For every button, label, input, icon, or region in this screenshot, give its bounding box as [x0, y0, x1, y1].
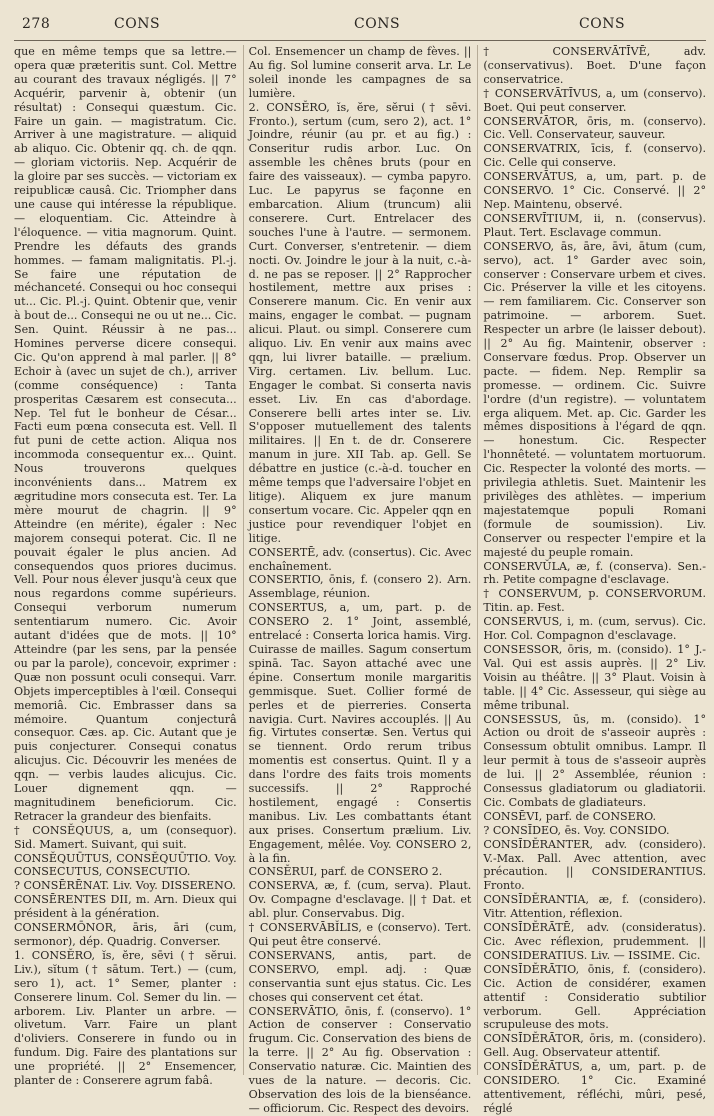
dictionary-entry: CONSERVĪTIUM, ii, n. (conservus). Plaut. Tert. Esclavage commun. [483, 211, 707, 239]
dictionary-entry: que en même temps que sa lettre.— opera quæ præteritis sunt. Col. Mettre au courant des travaux négligés. || 7° Acquérir, parvenir à, obtenir (un résultat) : Consequi quæstum. Cic. Faire un gain. — magistratum. Cic. Arriver à une magistrature. — aliquid ab aliquo. Cic. Obtenir qq. ch. de qqn. — gloriam victoriis. Nep. Acquérir de la gloire par ses succès. — victoriam ex reipublicæ causâ. Cic. Triompher dans une cause qui intéresse la république. — eloquentiam. Cic. Atteindre à l'éloquence. — vitia magnorum. Quint. Prendre les défauts des grands hommes. — famam malignitatis. Pl.-j. Se faire une réputation de méchanceté. Consequi ou hoc consequi ut... Cic. Pl.-j. Quint. Obtenir que, venir à bout de... Consequi ne ou ut ne... Cic. Sen. Quint. Réussir à ne pas... Homines perverse dicere consequi. Cic. Qu'on apprend à mal parler. || 8° Echoir à (avec un sujet de ch.), arriver (comme conséquence) : Tanta prosperitas Cæsarem est consecuta... Nep. Tel fut le bonheur de César... Facti eum pœna consecuta est. Vell. Il fut puni de cette action. Aliqua nos incommoda consequentur ex... Quint. Nous trouverons quelques inconvénients dans... Matrem ex ægritudine mors consecuta est. Ter. La mère mourut de chagrin. || 9° Atteindre (en mérite), égaler : Nec majorem consequi poterat. Cic. Il ne pouvait égaler le plus ancien. Ad consequendos quos priores ducimus. Vell. Pour nous élever jusqu'à ceux que nous regardons comme supérieurs. Consequi verborum numerum sententiarum numero. Cic. Avoir autant d'idées que de mots. || 10° Atteindre (par les sens, par la pensée ou par la parole), concevoir, exprimer : Quæ non possunt oculi consequi. Varr. Objets imperceptibles à l'œil. Consequi memoriâ. Cic. Embrasser dans sa mémoire. Quantum conjecturâ consequor. Cæs. ap. Cic. Autant que je puis conjecturer. Consequi conatus alicujus. Cic. Découvrir les menées de qqn. — verbis laudes alicujus. Cic. Louer dignement qqn. — magnitudinem beneficiorum. Cic. Retracer la grandeur des bienfaits. [14, 45, 237, 823]
header-guide-word-right: CONS [579, 16, 626, 32]
dictionary-entry: CONSERVĀTIO, ōnis, f. (conservo). 1° Action de conserver : Conservatio frugum. Cic. Conservation des biens de la terre. || 2° Au fig. Observation : Conservatio naturæ. Cic. Maintien des vues de la nature. — decoris. Cic. Observation des lois de la bienséance. — officiorum. Cic. Respect des devoirs. [248, 1004, 472, 1115]
column-middle [243, 45, 472, 1115]
dictionary-entry: † CONSERVĀTĪVUS, a, um (conservo). Boet. Qui peut conserver. [483, 86, 707, 114]
dictionary-entry: CONSERVANS, antis, part. de CONSERVO, empl. adj. : Quæ conservantia sunt ejus status. Cic. Les choses qui conservent cet état. [248, 948, 472, 1004]
dictionary-entry: CONSERVO, ās, āre, āvi, ātum (cum, servo), act. 1° Garder avec soin, conserver : Conservare urbem et cives. Cic. Préserver la ville et les citoyens. — rem familiarem. Cic. Conserver son patrimoine. — arborem. Suet. Respecter un arbre (le laisser debout). || 2° Au fig. Maintenir, observer : Conservare fœdus. Prop. Observer un pacte. — fidem. Nep. Remplir sa promesse. — ordinem. Cic. Suivre l'ordre (d'un registre). — voluntatem erga aliquem. Met. ap. Cic. Garder les mêmes dispositions à l'égard de qqn. — honestum. Cic. Respecter l'honnêteté. — voluntatem mortuorum. Cic. Respecter la volonté des morts. — privilegia athletis. Suet. Maintenir les privilèges des athlètes. — imperium majestatemque populi Romani (formule de soumission). Liv. Conserver ou respecter l'empire et la majesté du peuple romain. [483, 239, 707, 559]
column-left [14, 45, 237, 1088]
dictionary-entry: ? CONSĪDEO, ēs. Voy. CONSIDO. [483, 823, 670, 837]
dictionary-entry: CONSERTIO, ōnis, f. (consero 2). Arn. Assemblage, réunion. [248, 573, 472, 601]
dictionary-entry: CONSESSOR, ōris, m. (consido). 1° J.-Val. Qui est assis auprès. || 2° Liv. Voisin au théâtre. || 3° Plaut. Voisin à table. || 4° Cic. Assesseur, qui siège au même tribunal. [483, 642, 707, 712]
header-rule [14, 40, 706, 41]
dictionary-entry: CONSERMŌNOR, āris, āri (cum, sermonor), dép. Quadrig. Converser. [14, 921, 237, 948]
dictionary-entry: CONSESSUS, ūs, m. (consido). 1° Action ou droit de s'asseoir auprès : Consessum obtulit omnibus. Lampr. Il leur permit à tous de s'asseoir auprès de lui. || 2° Assemblée, réunion : Consessus gladiatorum ou gladiatorii. Cic. Combats de gladiateurs. [483, 712, 707, 809]
dictionary-entry: CONSĪDĔRĀTĒ, adv. (consideratus). Cic. Avec réflexion, prudemment. || CONSIDERATIUS. Liv. — ISSIME. Cic. [483, 921, 707, 962]
dictionary-entry: CONSERVATRIX, īcis, f. (conservo). Cic. Celle qui conserve. [483, 142, 707, 170]
dictionary-entry: CONSĔQUŪTUS, CONSĔQUŪTIO. Voy. CONSECUTUS, CONSECUTIO. [14, 851, 237, 879]
dictionary-entry: CONSERTĒ, adv. (consertus). Cic. Avec enchaînement. [248, 545, 472, 573]
dictionary-entry: CONSĪDĔRANTER, adv. (considero). V.-Max. Pall. Avec attention, avec précaution. || CONSIDERANTIUS. Fronto. [483, 837, 707, 893]
page-number: 278 [22, 16, 51, 32]
running-header [14, 14, 706, 40]
dictionary-entry: CONSERVĀTOR, ōris, m. (conservo). Cic. Vell. Conservateur, sauveur. [483, 114, 707, 142]
dictionary-entry: † CONSĔQUUS, a, um (consequor). Sid. Mamert. Suivant, qui suit. [14, 823, 237, 851]
dictionary-entry: CONSERTUS, a, um, part. p. de CONSERO 2. 1° Joint, assemblé, entrelacé : Conserta lorica hamis. Virg. Cuirasse de mailles. Sagum consertum spinā. Tac. Sayon attaché avec une épine. Consertum monile margaritis gemmisque. Suet. Collier formé de perles et de pierreries. Conserta navigia. Curt. Navires accouplés. || Au fig. Virtutes consertæ. Sen. Vertus qui se tiennent. Ordo rerum tribus momentis est consertus. Quint. Il y a dans l'ordre des faits trois moments successifs. || 2° Rapproché hostilement, engagé : Consertis manibus. Liv. Les combattants étant aux prises. Consertum prælium. Liv. Engagement, mêlée. Voy. CONSERO 2, à la fin. [248, 601, 472, 865]
text-columns [14, 45, 707, 1115]
dictionary-entry: CONSĒVI, parf. de CONSERO. [483, 809, 657, 823]
header-guide-word-center: CONS [354, 16, 401, 32]
dictionary-entry: † CONSERVUM, p. CONSERVORUM. Titin. ap. Fest. [483, 587, 707, 615]
dictionary-entry: CONSĪDĔRĀTUS, a, um, part. p. de CONSIDERO. 1° Cic. Examiné attentivement, réfléchi, mûri, pesé, réglé [483, 1060, 707, 1115]
dictionary-entry: CONSERVA, æ, f. (cum, serva). Plaut. Ov. Compagne d'esclavage. || † Dat. et abl. plur. Conservabus. Dig. [248, 879, 472, 921]
dictionary-entry: CONSĪDĔRĀTOR, ōris, m. (considero). Gell. Aug. Observateur attentif. [483, 1032, 707, 1060]
dictionary-entry: CONSĒRENTES DII, m. Arn. Dieux qui président à la génération. [14, 893, 237, 921]
dictionary-entry: 1. CONSĔRO, ĭs, ĕre, sēvi († sĕrui. Liv.), sĭtum († sātum. Tert.) — (cum, sero 1), act. 1° Semer, planter : Conserere linum. Col. Semer du lin. — arborem. Liv. Planter un arbre. — olivetum. Varr. Faire un plant d'oliviers. Conserere in fundo ou in fundum. Dig. Faire des plantations sur une propriété. || 2° Ensemencer, planter de : Conserere agrum fabâ. [14, 948, 237, 1088]
dictionary-entry: ? CONSĒRĒNAT. Liv. Voy. DISSERENO. [14, 879, 236, 893]
dictionary-entry: CONSĪDĔRANTIA, æ, f. (considero). Vitr. Attention, réflexion. [483, 893, 707, 921]
header-guide-word-left: CONS [114, 16, 161, 32]
dictionary-entry: Col. Ensemencer un champ de fèves. || Au fig. Sol lumine conserit arva. Lr. Le soleil inonde les campagnes de sa lumière. [248, 45, 472, 100]
dictionary-entry: CONSĔRUI, parf. de CONSERO 2. [248, 865, 443, 879]
dictionary-entry: † CONSERVĀTĪVĒ, adv. (conservativus). Boet. D'une façon conservatrice. [483, 45, 707, 86]
column-right [477, 45, 707, 1115]
dictionary-entry: 2. CONSĔRO, ĭs, ĕre, sĕrui († sēvi. Fronto.), sertum (cum, sero 2), act. 1° Joindre, réunir (au pr. et au fig.) : Conseritur rudis arbor. Luc. On assemble les chênes bruts (pour en faire des vaisseaux). — cymba papyro. Luc. Le papyrus se façonne en embarcation. Alium (truncum) alii conserere. Curt. Entrelacer des souches l'une à l'autre. — sermonem. Curt. Converser, s'entretenir. — diem nocti. Ov. Joindre le jour à la nuit, c.-à-d. ne pas se reposer. || 2° Rapprocher hostilement, mettre aux prises : Conserere manum. Cic. En venir aux mains, engager le combat. — pugnam alicui. Plaut. ou simpl. Conserere cum aliquo. Liv. En venir aux mains avec qqn, lui livrer bataille. — prælium. Virg. certamen. Liv. bellum. Luc. Engager le combat. Si conserta navis esset. Liv. En cas d'abordage. Conserere belli artes inter se. Liv. S'opposer mutuellement des talents militaires. || En t. de dr. Conserere manum in jure. XII Tab. ap. Gell. Se débattre en justice (c.-à-d. toucher en même temps que l'adversaire l'objet en litige). Aliquem ex jure manum consertum vocare. Cic. Appeler qqn en justice pour revendiquer l'objet en litige. [248, 100, 472, 545]
dictionary-entry: † CONSERVĀBĬLIS, e (conservo). Tert. Qui peut être conservé. [248, 921, 472, 948]
dictionary-entry: CONSERVUS, i, m. (cum, servus). Cic. Hor. Col. Compagnon d'esclavage. [483, 615, 707, 643]
dictionary-entry: CONSERVĀTUS, a, um, part. p. de CONSERVO. 1° Cic. Conservé. || 2° Nep. Maintenu, observé. [483, 170, 707, 211]
dictionary-entry: CONSĪDĔRĀTIO, ōnis, f. (considero). Cic. Action de considérer, examen attentif : Consideratio subtilior verborum. Gell. Appréciation scrupuleuse des mots. [483, 962, 707, 1032]
dictionary-entry: CONSERVŬLA, æ, f. (conserva). Sen.-rh. Petite compagne d'esclavage. [483, 559, 707, 587]
